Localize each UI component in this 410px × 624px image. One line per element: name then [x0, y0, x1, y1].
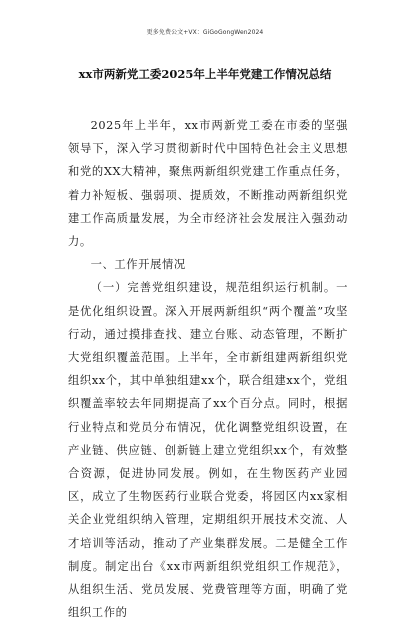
- document-title: xx市两新党工委2025年上半年党建工作情况总结: [78, 67, 332, 81]
- body-paragraph: （一）完善党组织建设，规范组织运行机制。一是优化组织设置。深入开展两新组织“两个覆盖”攻坚行动，通过摸排查找、建立台账、动态管理，不断扩大党组织覆盖范围。上半年，全市新组建两新组织党组织xx个，其中单独组建xx个，联合组建xx个，党组织覆盖率较去年同期提高了xx个百分点。同时，根据行业特点和党员分布情况，优化调整党组织设置，在产业链、供应链、创新链上建立党组织xx个，有效整合资源，促进协同发展。例如，在生物医药产业园区，成立了生物医药行业联合党委，将园区内xx家相关企业党组织纳入管理，定期组织开展技术交流、人才培训等活动，推动了产业集群发展。二是健全工作制度。制定出台《xx市两新组织党组织工作规范》，从组织生活、党员发展、党费管理等方面，明确了党组织工作的: [68, 281, 348, 620]
- document-body: [68, 114, 348, 624]
- header-note: 更多免费公文+VX：GiGoGongWen2024: [146, 29, 264, 36]
- section-heading: 一、工作开展情况: [90, 258, 186, 272]
- intro-paragraph: 2025年上半年，xx市两新党工委在市委的坚强领导下，深入学习贯彻新时代中国特色社会主义思想和党的XX大精神，聚焦两新组织党建工作重点任务，着力补短板、强弱项、提质效，不断推动两新组织党建工作高质量发展，为全市经济社会发展注入强劲动力。: [68, 119, 348, 249]
